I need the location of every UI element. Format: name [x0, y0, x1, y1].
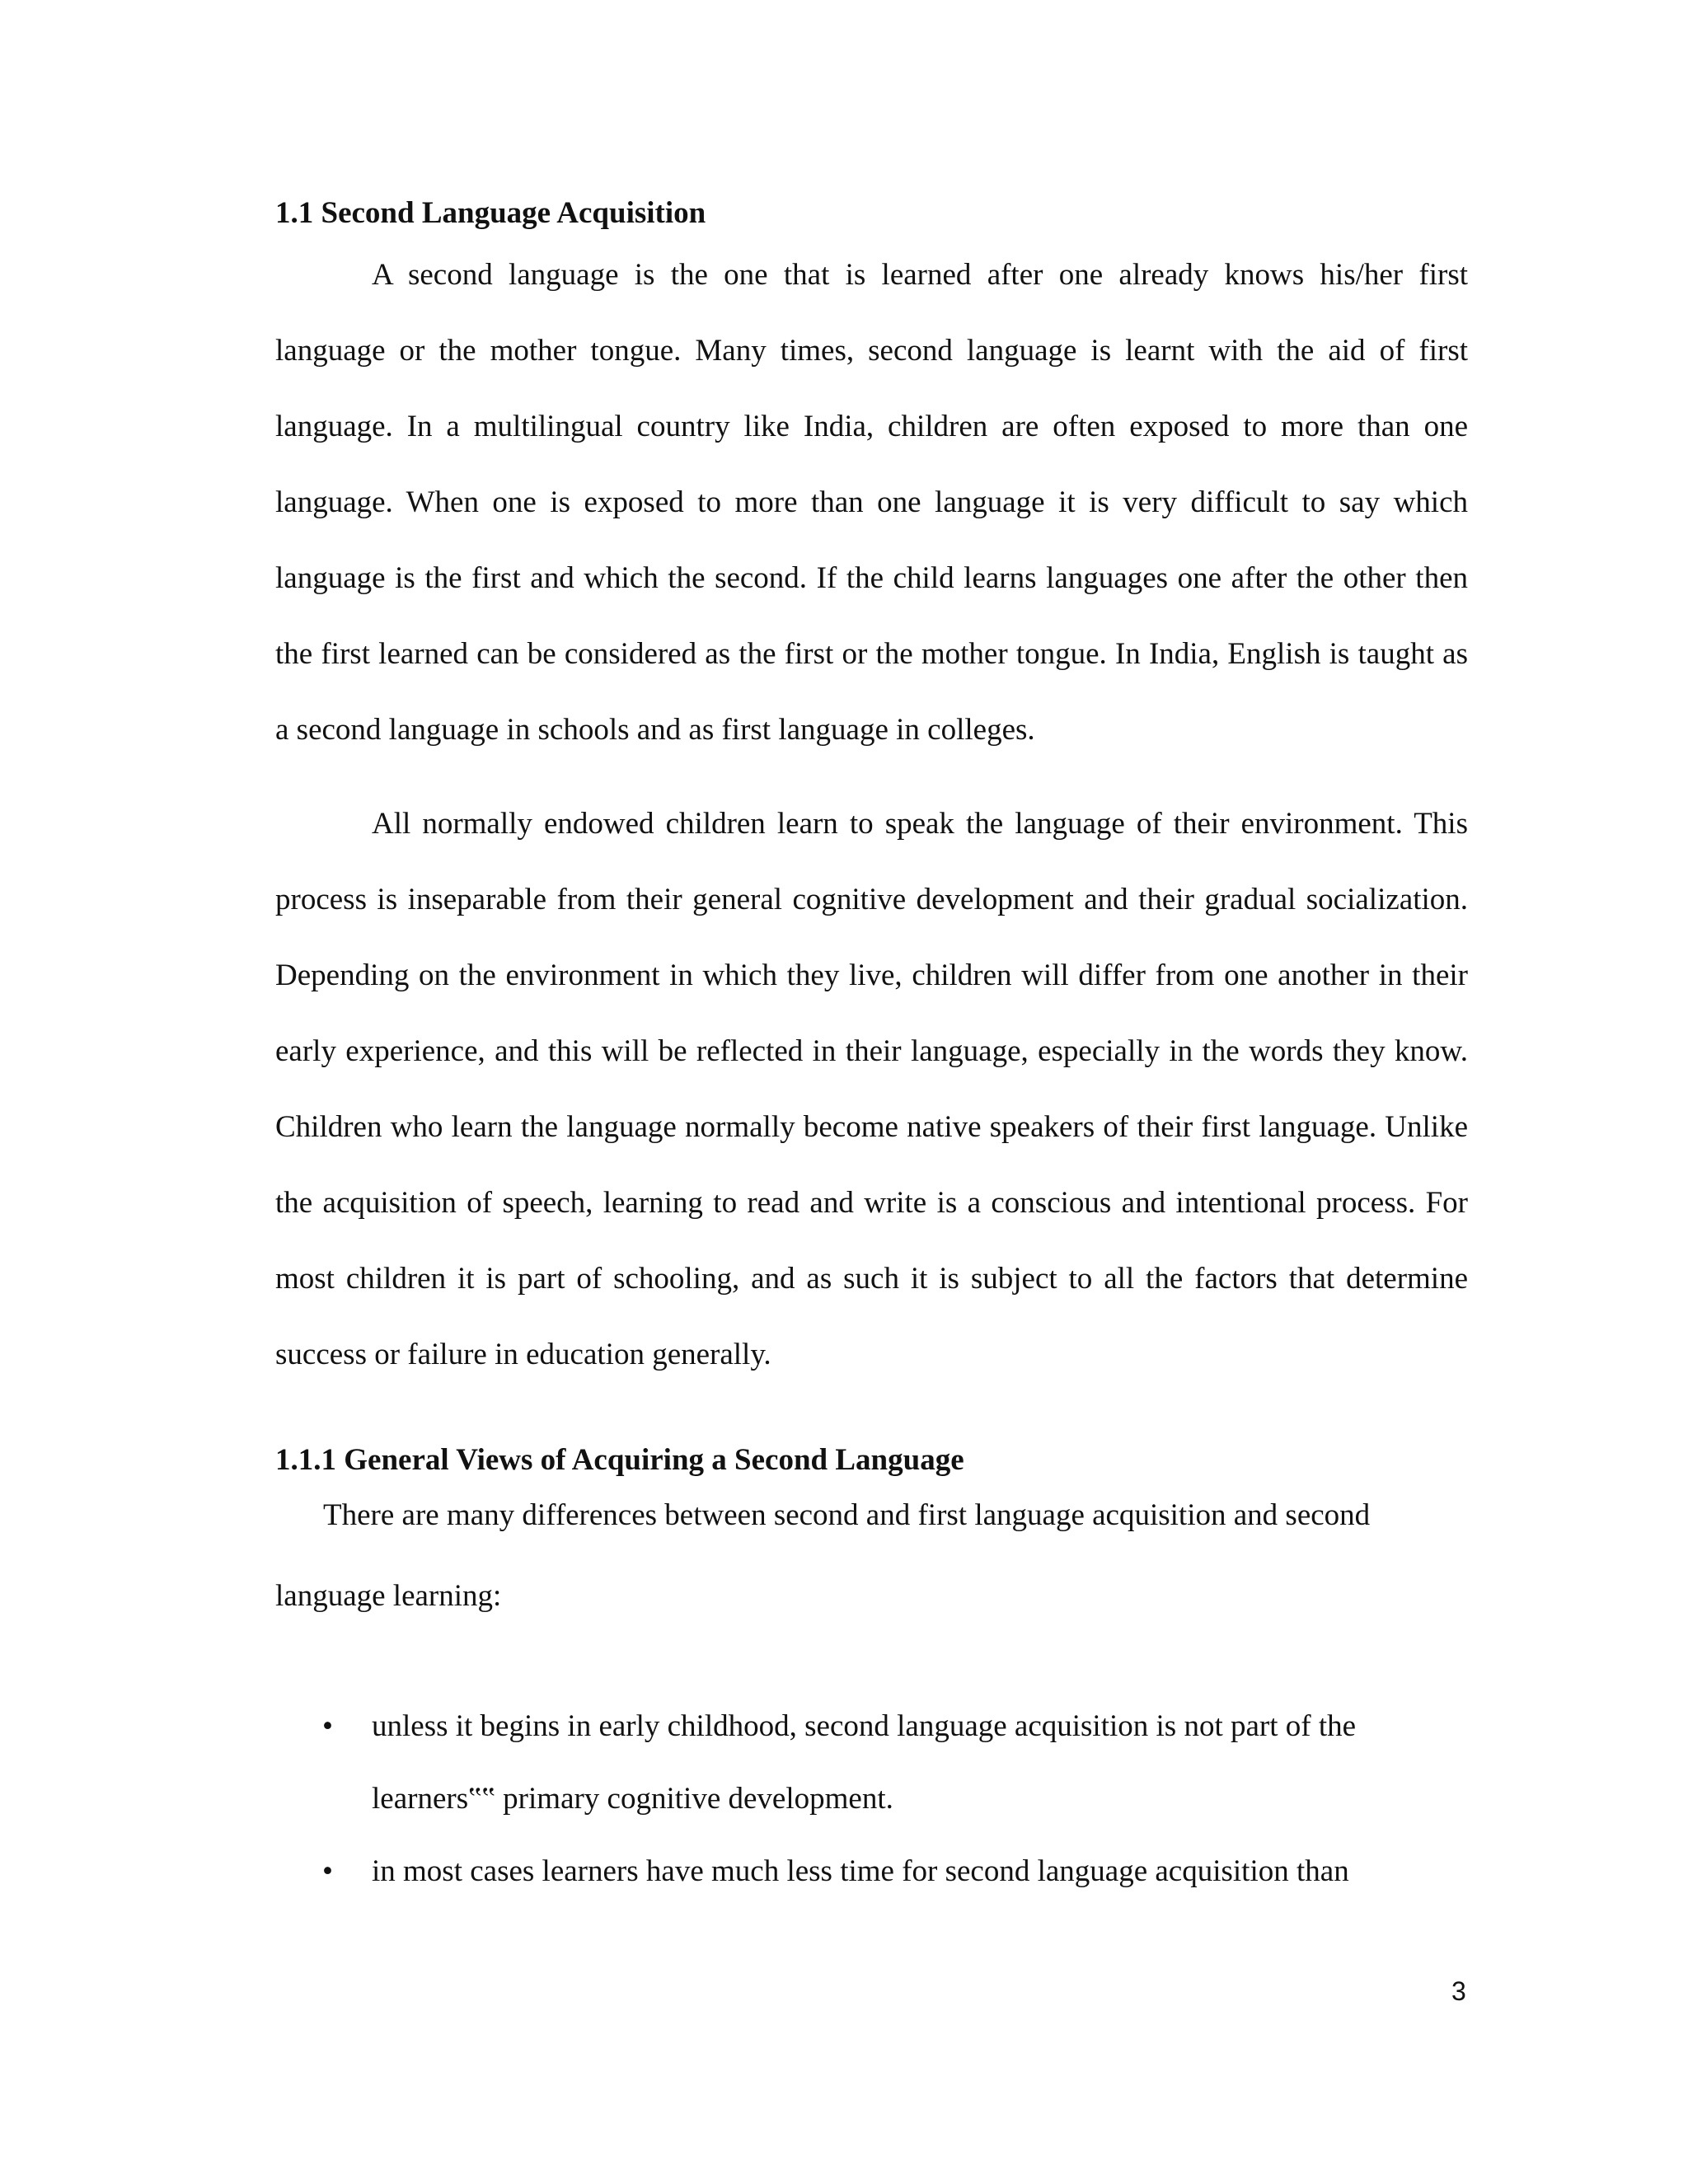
section-heading: 1.1 Second Language Acquisition [275, 196, 706, 230]
subsection-heading: 1.1.1 General Views of Acquiring a Second Language [275, 1443, 964, 1477]
paragraph-2-text: All normally endowed children learn to speak the language of their environment. This process is inseparable from their general cognitive development and their gradual socialization. Depending on the environment in which they live, children will differ from one another in their early experience, and this will be reflected in their language, especially in the words they know. Children who learn the language normally become native speakers of their first language. Unlike the acquisition of speech, learning to read and write is a conscious and intentional process. For most children it is part of schooling, and as such it is subject to all the factors that determine success or failure in education generally. [275, 807, 1468, 1371]
bullet-icon: • [322, 1854, 333, 1888]
bullet-icon: • [322, 1709, 333, 1743]
list-item [275, 1835, 1479, 1908]
bullet-list [275, 1690, 1479, 1908]
list-item [275, 1690, 1479, 1835]
bullet-text: unless it begins in early childhood, second language acquisition is not part of the learners‟‟ primary cognitive development. [372, 1709, 1357, 1816]
intro-paragraph [275, 1475, 1468, 1637]
bullet-text: in most cases learners have much less time for second language acquisition than [372, 1854, 1349, 1888]
intro-text: There are many differences between second and first language acquisition and second language learning: [275, 1498, 1371, 1613]
paragraph-1-text: A second language is the one that is learned after one already knows his/her first language or the mother tongue. Many times, second language is learnt with the aid of first language. In a multilingual country like India, children are often exposed to more than one language. When one is exposed to more than one language it is very difficult to say which language is the first and which the second. If the child learns languages one after the other then the first learned can be considered as the first or the mother tongue. In India, English is taught as a second language in schools and as first language in colleges. [275, 258, 1468, 747]
paragraph-2 [275, 786, 1468, 1393]
page-number: 3 [1451, 1976, 1466, 2006]
paragraph-1 [275, 237, 1468, 768]
